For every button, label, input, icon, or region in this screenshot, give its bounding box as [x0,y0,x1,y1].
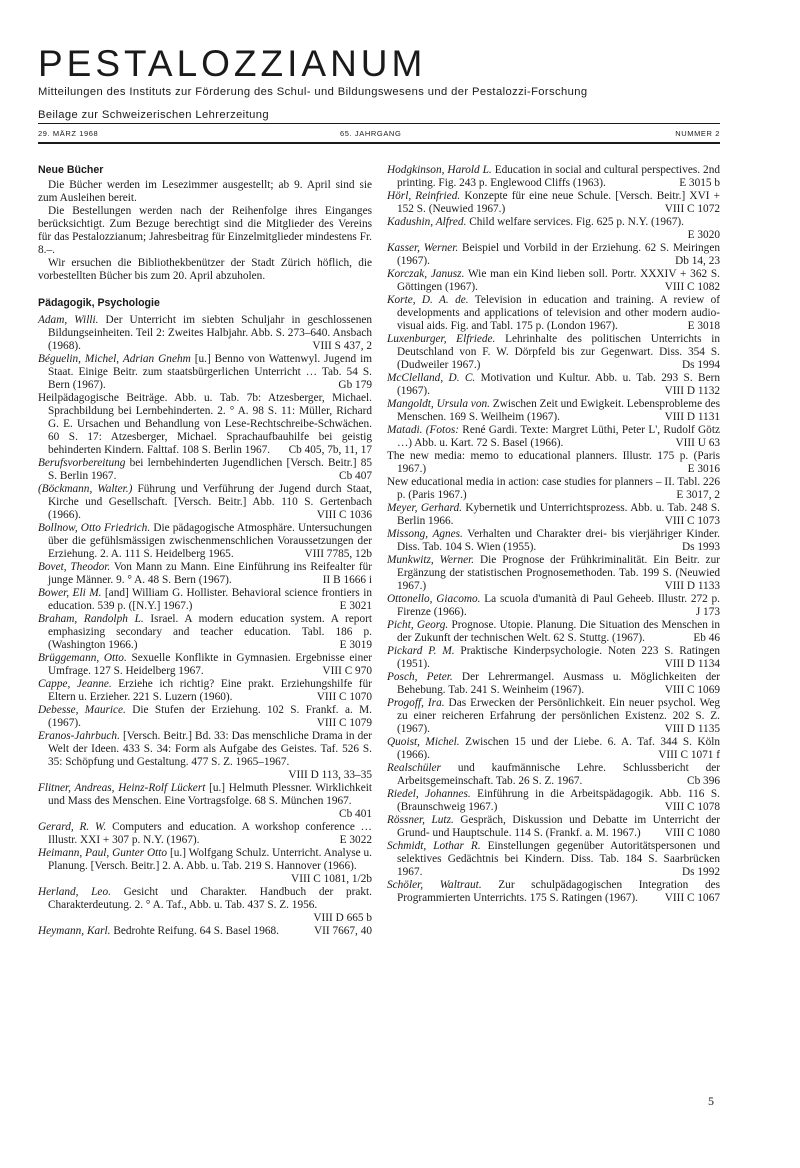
entry-text: Israel. A modern education system. A report emphasizing secondary and teacher education. Tabl. 186 p. (Washington 1966.) [48,613,372,651]
entry-author: McClelland, D. C. [387,372,476,384]
bibliography-entry [387,372,720,398]
call-number: VIII C 1081, 1/2b [291,873,372,885]
header-rule-top [38,123,720,124]
entry-author: Kasser, Werner. [387,242,459,254]
entry-author: Béguelin, Michel, Adrian Gnehm [38,353,191,365]
bibliography-entry [38,730,372,782]
bibliography-entry [387,619,720,645]
entry-text: Education in social and cultural perspectives. 2nd printing. Fig. 243 p. Englewood Cliffs (1963). [397,164,721,189]
issue-year: 65. JAHRGANG [340,129,402,138]
bibliography-entry [387,190,720,216]
intro-heading: Neue Bücher [38,164,104,176]
call-number: Ds 1993 [682,541,720,553]
section-heading: Pädagogik, Psychologie [38,297,160,309]
call-number: E 3016 [687,463,720,475]
call-number: VIII C 1071 f [658,749,720,761]
entry-text: Computers and education. A workshop conference … Illustr. XXI + 307 p. N.Y. (1967). [48,821,372,846]
call-number: VII 7667, 40 [313,925,372,937]
entry-text: Das Erwecken der Persönlichkeit. Ein neuer psychol. Weg zu einer reicheren Erfahrung der persönlichen Existenz. 202 S. Z. (1967). [397,697,720,735]
entry-author: Meyer, Gerhard. [387,502,462,514]
entry-author: Schöler, Waltraut. [387,879,482,891]
bibliography-entry [38,587,372,613]
call-number: VIII C 1069 [664,684,720,696]
entry-text: Gesicht und Charakter. Handbuch der prakt. Charakterdeutung. 2. ° A. Taf., Abb. u. Tab. 437 S. Z. 1956. [48,886,373,911]
bibliography-entry [387,528,720,554]
bibliography-entry [387,333,720,372]
bibliography-entry [38,457,372,483]
entry-text: Erziehe ich richtig? Eine prakt. Erziehungshilfe für Eltern u. Erzieher. 221 S. Luzern (1960). [48,678,372,703]
call-number: VIII C 1078 [664,801,720,813]
bibliography-entry [387,424,720,450]
intro-paragraph: Die Bestellungen werden nach der Reihenfolge ihres Einganges berücksichtigt. Zum Bezuge berechtigt sind die Mitglieder des Vereins für das Pestalozzianum; Jahresbeitrag für Einzelmitglieder mindestens Fr. 8.–. [38,205,372,256]
entry-author: Realschüler [387,762,441,774]
entry-text: René Gardi. Texte: Margret Lüthi, Peter L', Rudolf Götz …) Abb. u. Kart. 72 S. Basel (1966). [397,424,720,449]
entry-author: Rössner, Lutz. [387,814,454,826]
entry-text: Die Stufen der Erziehung. 102 S. Frankf. a. M. (1967). [48,704,372,729]
entry-author: Hodgkinson, Harold L. [387,164,492,176]
call-number: Ds 1992 [682,866,720,878]
entry-author: Missong, Agnes. [387,528,463,540]
entry-author: Berufsvorbereitung [38,457,126,469]
entry-text: Child welfare services. Fig. 625 p. N.Y. (1967). [469,216,684,228]
bibliography-entry [387,242,720,268]
masthead-title: PESTALOZZIANUM [38,43,427,84]
call-number: VIII D 113, 33–35 [288,769,372,781]
entry-author: Schmidt, Lothar R. [387,840,481,852]
column-right [387,164,720,905]
entry-author: Bollnow, Otto Friedrich. [38,522,151,534]
intro-paragraph: Die Bücher werden im Lesezimmer ausgestellt; ab 9. April sind sie zum Ausleihen bereit. [38,179,372,204]
page-number: 5 [708,1094,714,1108]
call-number: VIII C 1072 [664,203,720,215]
entry-author: Korte, D. A. de. [387,294,469,306]
call-number: VIII D 1134 [664,658,720,670]
entry-author: Kadushin, Alfred. [387,216,467,228]
entry-text: Kybernetik und Unterrichtsprozess. Abb. u. Tab. 248 S. Berlin 1966. [397,502,720,527]
bibliography-entry [387,294,720,333]
entry-text: Zwischen Zeit und Ewigkeit. Lebensprobleme des Menschen. 169 S. Weilheim (1967). [397,398,720,423]
bibliography-entry [38,522,372,561]
entry-author: Luxenburger, Elfriede. [387,333,496,345]
bibliography-entry [387,671,720,697]
bibliography-entry [38,652,372,678]
entry-author: Quoist, Michel. [387,736,460,748]
bibliography-entry [387,840,720,879]
call-number: E 3022 [339,834,372,846]
bibliography-entry [38,314,372,353]
entry-author: Herland, Leo. [38,886,111,898]
bibliography-entry [387,762,720,788]
entry-text: Gespräch, Diskussion und Debatte im Unterricht der Grund- und Hauptschule. 114 S. (Frankf. a. M. 1967.) [397,814,721,839]
bibliography-entry [38,925,372,938]
call-number: VIII C 1070 [316,691,372,703]
bibliography-entry [38,353,372,392]
call-number: E 3021 [339,600,372,612]
bibliography-entry [387,788,720,814]
entry-author: Hörl, Reinfried. [387,190,461,202]
bibliography-entry [387,697,720,736]
entry-text: [Versch. Beitr.] Bd. 33: Das menschliche Drama in der Welt der Ideen. 433 S. 34: Form als Aufgabe des Geistes. Taf. 526 S. 35: Schöpfung und Gestaltung. 477 S. Z. 1965–1967. [48,730,372,768]
bibliography-entry [387,554,720,593]
bibliography-entry [387,164,720,190]
entry-text: Von Mann zu Mann. Eine Einführung ins Reifealter für junge Männer. 9. ° A. 48 S. Bern (1967). [48,561,372,586]
bibliography-entry [387,268,720,294]
entry-text: Wie man ein Kind lieben soll. Portr. XXXIV + 362 S. Göttingen (1967). [397,268,720,293]
call-number: VIII C 1080 [664,827,720,839]
call-number: VIII C 1067 [664,892,720,904]
bibliography-entry [38,561,372,587]
entry-text: La scuola d'umanità di Paul Geheeb. Illustr. 272 p. Firenze (1966). [397,593,720,618]
bibliography-entry [38,782,372,821]
entry-author: Riedel, Johannes. [387,788,471,800]
intro-paragraph: Wir ersuchen die Bibliothekbenützer der Stadt Zürich höflich, die vorbestellten Bücher bis zum 20. April abzuholen. [38,257,372,282]
entry-text: Prognose. Utopie. Planung. Die Situation des Menschen in der Zukunft der technischen Welt. 62 S. Stuttg. (1967). [397,619,720,644]
call-number: II B 1666 i [322,574,372,586]
entry-text: The new media: memo to educational planners. Illustr. 175 p. (Paris 1967.) [387,450,720,475]
entry-author: Brüggemann, Otto. [38,652,127,664]
entry-author: Posch, Peter. [387,671,453,683]
bibliography-entry [387,502,720,528]
entry-author: Matadi. (Fotos: [387,424,459,436]
call-number: VIII U 63 [675,437,720,449]
entry-author: Mangoldt, Ursula von. [387,398,490,410]
bibliography-entry [387,476,720,502]
call-number: VIII C 1073 [664,515,720,527]
entry-text: Konzepte für eine neue Schule. [Versch. Beitr.] XVI + 152 S. (Neuwied 1967.) [397,190,721,215]
bibliography-entry [387,216,720,242]
entry-text: Praktische Kinderpsychologie. Noten 223 S. Ratingen (1951). [397,645,720,670]
entry-text: [u.] Wolfgang Schulz. Unterricht. Analyse u. Planung. [Versch. Beitr.] 2. A. Abb. u. Tab. 219 S. Hannover (1966). [48,847,373,872]
entry-author: Adam, Willi. [38,314,99,326]
entry-text: Lehrinhalte des politischen Unterrichts in Deutschland von F. W. Dörpfeld bis zur Gegenwart. Diss. 354 S. (Dudweiler 1967.) [397,333,720,371]
call-number: Cb 396 [687,775,720,787]
entry-text: Einführung in die Arbeitspädagogik. Abb. 116 S. (Braunschweig 1967.) [397,788,720,813]
call-number: Cb 405, 7b, 11, 17 [288,444,372,456]
bibliography-entry [38,483,372,522]
call-number: VIII D 665 b [313,912,372,924]
call-number: J 173 [695,606,720,618]
bibliography-entry [387,593,720,619]
bibliography-entry [38,704,372,730]
call-number: E 3019 [339,639,372,651]
entry-list-right [387,164,720,905]
entry-author: Progoff, Ira. [387,697,445,709]
call-number: Eb 46 [693,632,720,644]
entry-author: Ottonello, Giacomo. [387,593,481,605]
call-number: E 3018 [687,320,720,332]
entry-text: New educational media in action: case studies for planners – II. Tabl. 226 p. (Paris 1967.) [387,476,720,501]
entry-author: Braham, Randolph L. [38,613,144,625]
bibliography-entry [387,450,720,476]
entry-author: Heymann, Karl. [38,925,111,937]
call-number: VIII D 1132 [664,385,720,397]
call-number: E 3020 [687,229,720,241]
call-number: Gb 179 [338,379,372,391]
entry-author: Munkwitz, Werner. [387,554,475,566]
entry-author: Eranos-Jahrbuch. [38,730,120,742]
bibliography-entry [387,398,720,424]
entry-text: [and] William G. Hollister. Behavioral science frontiers in education. 539 p. ([N.Y.] 1967.) [48,587,373,612]
call-number: VIII C 1036 [316,509,372,521]
call-number: VIII S 437, 2 [312,340,372,352]
entry-text: Bedrohte Reifung. 64 S. Basel 1968. [113,925,279,937]
call-number: E 3017, 2 [676,489,720,501]
bibliography-entry [38,886,372,925]
call-number: E 3015 b [679,177,720,189]
bibliography-entry [38,392,372,457]
entry-text: Motivation und Kultur. Abb. u. Tab. 293 S. Bern (1967). [397,372,720,397]
entry-author: Bovet, Theodor. [38,561,111,573]
call-number: Ds 1994 [682,359,720,371]
entry-text: Die Prognose der Frühkriminalität. Ein Beitr. zur Ergänzung der statistischen Prognosemethoden. Tab. 199 S. (Neuwied 1967.) [397,554,720,592]
entry-text: Beispiel und Vorbild in der Erziehung. 62 S. Meiringen (1967). [397,242,720,267]
entry-author: Gerard, R. W. [38,821,107,833]
entry-text: Heilpädagogische Beiträge. Abb. u. Tab. 7b: Atzesberger, Michael. Sprachbildung bei Lernbehinderten. 2. ° A. 98 S. 11: Müller, Richard G. E. Ursachen und Behandlung von Lese-Rechtschreibe-Schwächen. 60 S. 17: Atzesberger, Michael. Sprachaufbauhilfe bei geistig behinderten Kindern. Falttaf. 108 S. Berlin 1967. [38,392,372,456]
entry-author: Korczak, Janusz. [387,268,465,280]
bibliography-entry [38,613,372,652]
entry-text: Einstellungen gegenüber Autoritätspersonen und selektives Gedächtnis bei Kindern. Diss. Tab. 184 S. Saarbrücken 1967. [397,840,721,878]
bibliography-entry [38,847,372,886]
bibliography-entry [387,879,720,905]
bibliography-entry [387,736,720,762]
entry-text: bei lernbehinderten Jugendlichen [Versch. Beitr.] 85 S. Berlin 1967. [48,457,372,482]
entry-author: Debesse, Maurice. [38,704,126,716]
call-number: VIII D 1133 [664,580,720,592]
call-number: VIII C 1079 [316,717,372,729]
call-number: Cb 407 [339,470,372,482]
entry-text: Der Unterricht im siebten Schuljahr in geschlossenen Bildungseinheiten. Teil 2: Zweites Halbjahr. Abb. S. 273–640. Ansbach (1968). [48,314,373,352]
call-number: VIII 7785, 12b [304,548,372,560]
entry-text: Führung und Verführung der Jugend durch Staat, Kirche und Gesellschaft. [Versch. Beitr.] Abb. 110 S. Gertenbach (1966). [48,483,373,521]
call-number: VIII C 970 [322,665,372,677]
entry-text: [u.] Helmuth Plessner. Wirklichkeit und Mass des Menschen. Eine Vortragsfolge. 68 S. München 1967. [48,782,372,807]
call-number: Cb 401 [339,808,372,820]
issue-date: 29. MÄRZ 1968 [38,129,99,138]
entry-text: Zwischen 15 und der Liebe. 6. A. Taf. 344 S. Köln (1966). [397,736,720,761]
entry-author: Flitner, Andreas, Heinz-Rolf Lückert [38,782,206,794]
entry-text: und kaufmännische Lehre. Schlussbericht der Arbeitsgemeinschaft. Tab. 26 S. Z. 1967. [397,762,720,787]
entry-author: Cappe, Jeanne. [38,678,112,690]
entry-author: Bower, Eli M. [38,587,102,599]
entry-text: Der Lehrermangel. Ausmass u. Möglichkeiten der Behebung. Tab. 241 S. Weinheim (1967). [397,671,721,696]
entry-text: Verhalten und Charakter drei- bis vierjähriger Kinder. Diss. Tab. 104 S. Wien (1955). [397,528,721,553]
call-number: VIII C 1082 [664,281,720,293]
bibliography-entry [38,678,372,704]
masthead-supplement: Beilage zur Schweizerischen Lehrerzeitung [38,109,269,121]
call-number: VIII D 1135 [664,723,720,735]
issue-number: NUMMER 2 [675,129,720,138]
entry-author: Pickard P. M. [387,645,455,657]
bibliography-entry [38,821,372,847]
call-number: Db 14, 23 [675,255,720,267]
bibliography-entry [387,645,720,671]
entry-text: Sexuelle Konflikte in Gymnasien. Ergebnisse einer Umfrage. 127 S. Heidelberg 1967. [48,652,372,677]
call-number: VIII D 1131 [664,411,720,423]
entry-author: Picht, Georg. [387,619,449,631]
entry-list-left [38,314,372,938]
column-left [38,164,372,938]
entry-text: Television in education and training. A review of developments and applications of television and other modern audio-visual aids. Fig. and Tabl. 175 p. (London 1967). [397,294,720,332]
header-rule-bottom [38,142,720,144]
entry-text: [u.] Benno von Wattenwyl. Jugend im Staat. Einige Beitr. zum staatsbürgerlichen Unterricht … Tab. 54 S. Bern (1967). [48,353,372,391]
entry-author: (Böckmann, Walter.) [38,483,133,495]
entry-author: Heimann, Paul, Gunter Otto [38,847,168,859]
entry-text: Zur schulpädagogischen Integration des Programmierten Unterrichts. 175 S. Ratingen (1967). [397,879,720,904]
bibliography-entry [387,814,720,840]
entry-text: Die pädagogische Atmosphäre. Untersuchungen über die gefühlsmässigen zwischenmenschlichen Voraussetzungen der Erziehung. 2. A. 111 S. Heidelberg 1965. [48,522,373,560]
masthead-subtitle: Mitteilungen des Instituts zur Förderung des Schul- und Bildungswesens und der Pestalozzi-Forschung [38,86,588,98]
